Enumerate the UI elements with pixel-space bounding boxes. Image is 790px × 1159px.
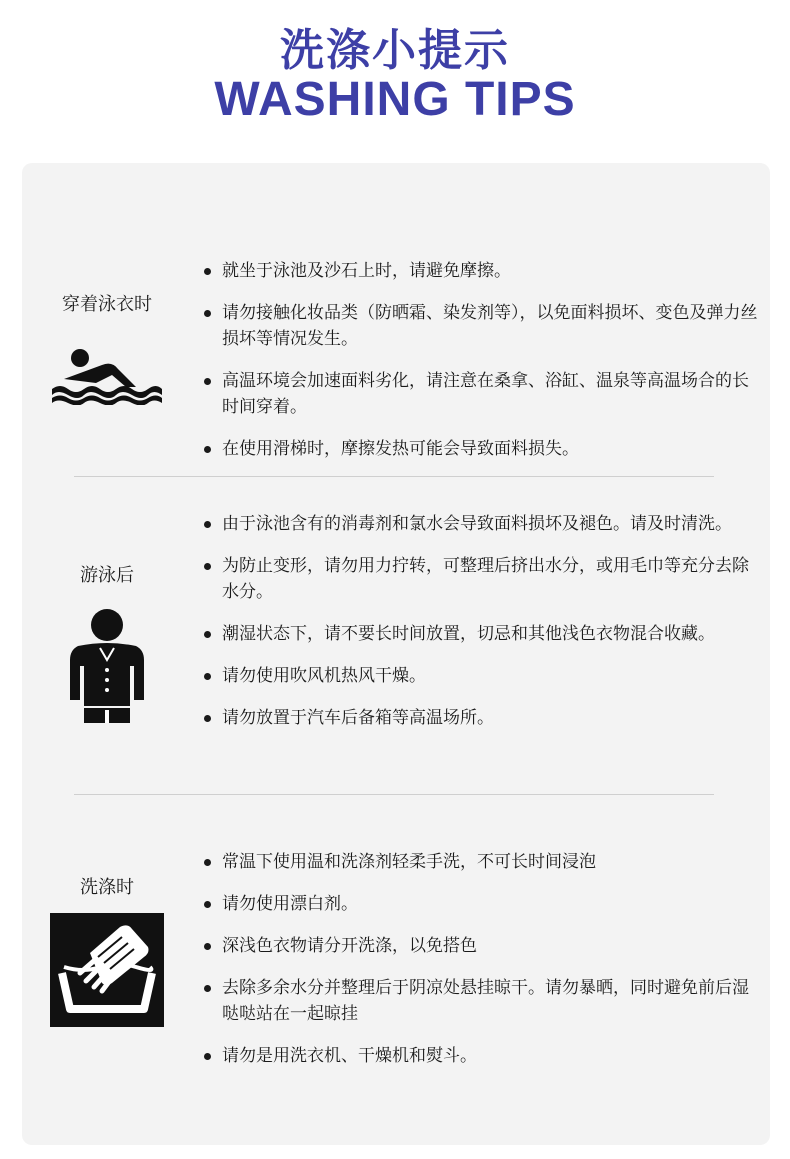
list-item: 高温环境会加速面料劣化，请注意在桑拿、浴缸、温泉等高温场合的长时间穿着。 xyxy=(202,368,762,420)
list-item: 请勿使用漂白剂。 xyxy=(202,891,762,917)
list-item: 请勿使用吹风机热风干燥。 xyxy=(202,663,762,689)
list-item: 请勿是用洗衣机、干燥机和熨斗。 xyxy=(202,1043,762,1069)
list-item: 就坐于泳池及沙石上时，请避免摩擦。 xyxy=(202,258,762,284)
person-icon xyxy=(68,608,146,723)
section-label: 洗涤时 xyxy=(80,877,134,898)
list-item: 在使用滑梯时，摩擦发热可能会导致面料损失。 xyxy=(202,436,762,462)
section-label: 穿着泳衣时 xyxy=(62,294,152,315)
tips-list xyxy=(202,849,762,1085)
section-label: 游泳后 xyxy=(80,565,134,586)
page-title-en: WASHING TIPS xyxy=(214,73,576,126)
swimmer-icon xyxy=(50,343,164,405)
list-item: 深浅色衣物请分开洗涤，以免搭色 xyxy=(202,933,762,959)
divider xyxy=(74,476,714,477)
list-item: 请勿放置于汽车后备箱等高温场所。 xyxy=(202,705,762,731)
list-item: 去除多余水分并整理后于阴凉处悬挂晾干。请勿暴晒，同时避免前后湿哒哒站在一起晾挂 xyxy=(202,975,762,1027)
list-item: 为防止变形，请勿用力拧转，可整理后挤出水分，或用毛巾等充分去除水分。 xyxy=(202,553,762,605)
tips-list xyxy=(202,258,762,478)
list-item: 常温下使用温和洗涤剂轻柔手洗，不可长时间浸泡 xyxy=(202,849,762,875)
divider xyxy=(74,794,714,795)
list-item: 由于泳池含有的消毒剂和氯水会导致面料损坏及褪色。请及时清洗。 xyxy=(202,511,762,537)
list-item: 潮湿状态下，请不要长时间放置，切忌和其他浅色衣物混合收藏。 xyxy=(202,621,762,647)
page-title-cn: 洗涤小提示 xyxy=(280,25,510,76)
list-item: 请勿接触化妆品类（防晒霜、染发剂等），以免面料损坏、变色及弹力丝损坏等情况发生。 xyxy=(202,300,762,352)
tips-card xyxy=(22,163,770,1145)
hand-wash-icon xyxy=(50,913,164,1027)
tips-list xyxy=(202,511,762,747)
